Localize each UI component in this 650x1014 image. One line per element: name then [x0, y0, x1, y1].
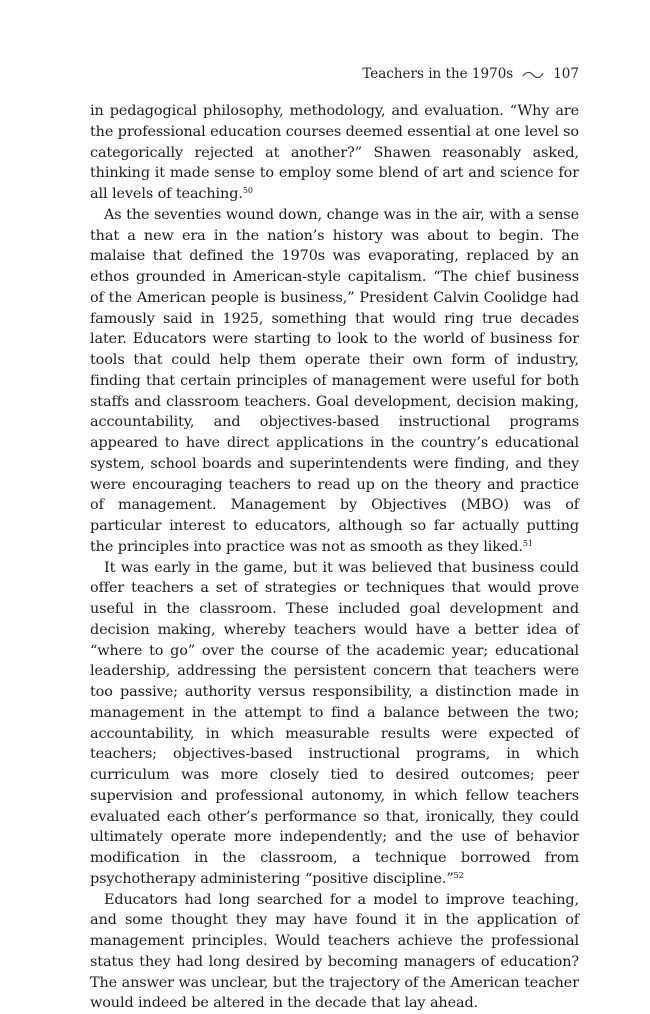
paragraph-3-text: It was early in the game, but it was believed that business could offer teachers a set of strategies or techniques that would prove useful in the classroom. These included goal development and decision making, whereby teachers would have a better idea of “where to go” over the course of the academic year; educational leadership, addressing the persistent concern that teachers were too passive; authority versus responsibility, a distinction made in management in the attempt to find a balance between the two; accountability, in which measurable results were expected of teachers; objectives-based instructional programs, in which curriculum was more closely tied to desired outcomes; peer supervision and professional autonomy, in which fellow teachers evaluated each other’s performance so that, ironically, they could ultimately operate more independently; and the use of behavior modification in the classroom, a technique borrowed from psychotherapy administering “positive discipline.”	[90, 560, 579, 887]
paragraph-3	[90, 558, 579, 890]
book-page	[90, 62, 579, 1014]
paragraph-1-text: in pedagogical philosophy, methodology, and evaluation. “Why are the professional education courses deemed essential at one level so categorically rejected at another?” Shawen reasonably asked, thinking it made sense to employ some blend of art and science for all levels of teaching.	[90, 103, 579, 202]
paragraph-2-text: As the seventies wound down, change was in the air, with a sense that a new era in the nation’s history was about to begin. The malaise that defined the 1970s was evaporating, replaced by an ethos grounded in American-style capitalism. “The chief business of the American people is business,” President Calvin Coolidge had famously said in 1925, something that would ring true decades later. Educators were starting to look to the world of business for tools that could help them operate their own form of industry, finding that certain principles of management were useful for both staffs and classroom teachers. Goal development, decision making, accountability, and objectives-based instructional programs appeared to have direct applications in the country’s educational system, school boards and superintendents were finding, and they were encouraging teachers to read up on the theory and practice of management. Management by Objectives (MBO) was of particular interest to educators, although so far actually putting the principles into practice was not as smooth as they liked.	[90, 207, 579, 555]
body-text	[90, 101, 579, 1014]
paragraph-1	[90, 101, 579, 205]
paragraph-4	[90, 890, 579, 1014]
running-title: Teachers in the 1970s	[362, 66, 513, 82]
running-head	[90, 62, 579, 86]
page-number: 107	[553, 66, 579, 82]
footnote-ref-52: 52	[454, 871, 464, 880]
footnote-ref-50: 50	[243, 186, 253, 195]
paragraph-2	[90, 205, 579, 558]
paragraph-4-text: Educators had long searched for a model to improve teaching, and some thought they may have found it in the application of management principles. Would teachers achieve the professional status they had long desired by becoming managers of education? The answer was unclear, but the trajectory of the American teacher would indeed be altered in the decade that lay ahead.	[90, 892, 579, 1012]
footnote-ref-51: 51	[523, 539, 533, 548]
swash-tilde-ornament-icon	[522, 71, 544, 79]
